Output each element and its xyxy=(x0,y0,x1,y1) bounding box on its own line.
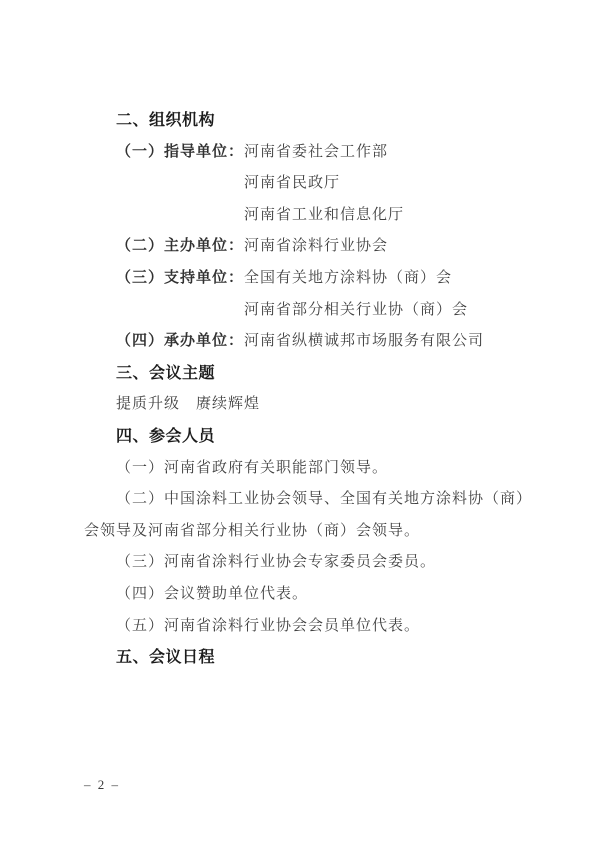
section-heading-agenda: 五、会议日程 xyxy=(116,649,216,667)
host-unit-line xyxy=(84,231,533,263)
document-body xyxy=(84,105,533,674)
participants-item-2: （二）中国涂料工业协会领导、全国有关地方涂料协（商）会领导及河南省部分相关行业协（商）会领导。 xyxy=(84,491,533,539)
theme-text: 提质升级 赓续辉煌 xyxy=(116,396,261,413)
support-unit-label: （三）支持单位： xyxy=(116,269,245,286)
support-unit-extra: 河南省部分相关行业协（商）会 xyxy=(244,301,469,318)
participants-item-3: （三）河南省涂料行业协会专家委员会委员。 xyxy=(116,554,437,571)
guiding-unit-line xyxy=(84,137,533,169)
host-unit-value: 河南省涂料行业协会 xyxy=(244,238,389,255)
organizer-unit-line xyxy=(84,326,533,358)
guiding-unit-extra-2: 河南省工业和信息化厅 xyxy=(244,206,405,223)
participants-item-5: （五）河南省涂料行业协会会员单位代表。 xyxy=(116,617,421,634)
section-heading-organization: 二、组织机构 xyxy=(116,112,216,129)
support-unit-value: 全国有关地方涂料协（商）会 xyxy=(244,269,453,286)
section-heading-theme: 三、会议主题 xyxy=(116,364,216,382)
organizer-unit-label: （四）承办单位： xyxy=(116,333,245,350)
guiding-unit-label: （一）指导单位： xyxy=(116,143,245,160)
participants-item-4: （四）会议赞助单位代表。 xyxy=(116,585,309,602)
guiding-unit-extra-1: 河南省民政厅 xyxy=(244,175,341,192)
support-unit-line xyxy=(84,263,533,295)
page-number: – 2 – xyxy=(84,777,120,792)
guiding-unit-value: 河南省委社会工作部 xyxy=(244,143,389,160)
host-unit-label: （二）主办单位： xyxy=(116,238,245,255)
participants-item-1: （一）河南省政府有关职能部门领导。 xyxy=(116,459,389,476)
section-heading-participants: 四、参会人员 xyxy=(116,427,216,445)
organizer-unit-value: 河南省纵横诚邦市场服务有限公司 xyxy=(244,333,485,350)
